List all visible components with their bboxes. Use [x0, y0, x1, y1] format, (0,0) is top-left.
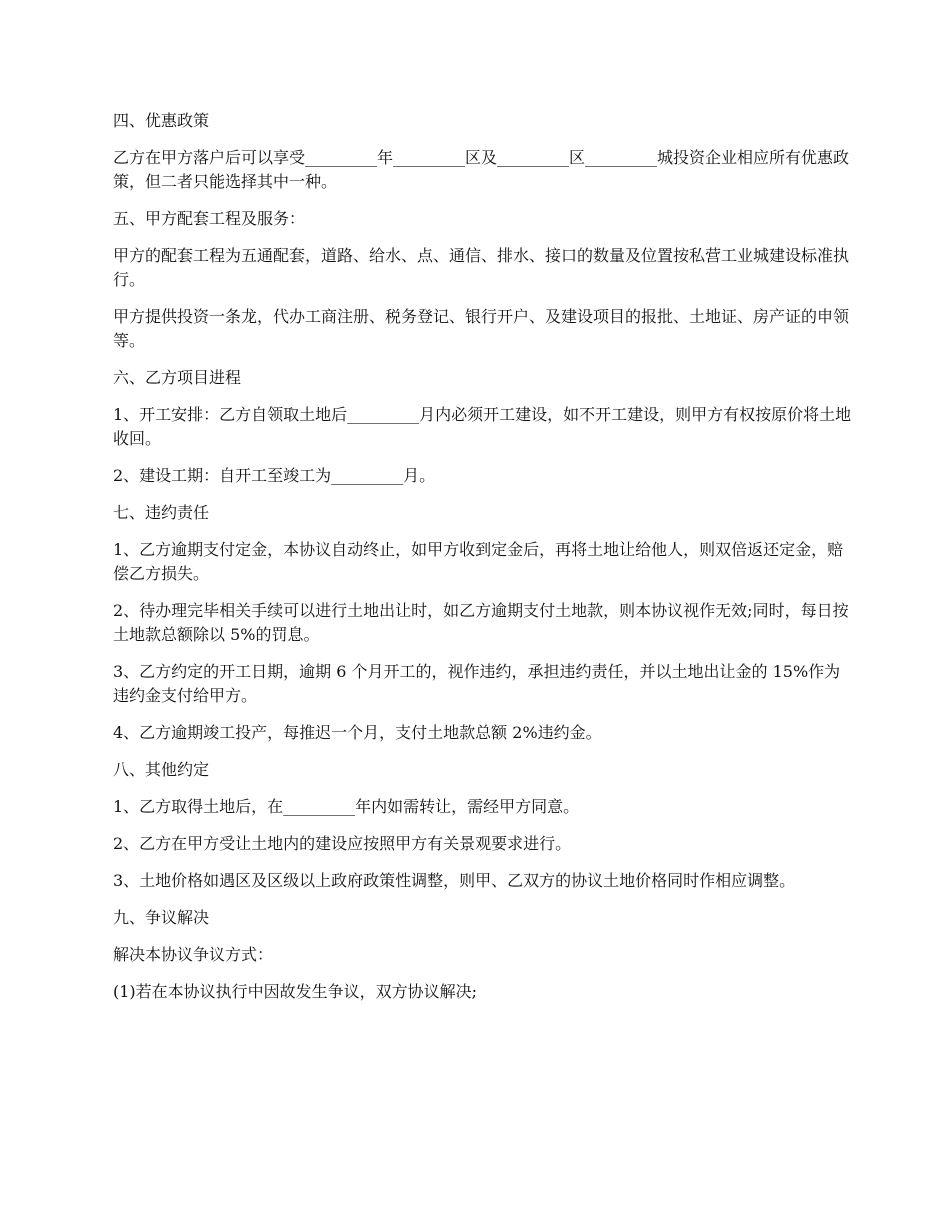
paragraph-landscape-requirements: 2、乙方在甲方受让土地内的建设应按照甲方有关景观要求进行。 [113, 834, 572, 853]
paragraph-breach-completion: 4、乙方逾期竣工投产，每推迟一个月，支付土地款总额 2%违约金。 [113, 723, 602, 742]
document-page [113, 109, 853, 1017]
section-heading-breach-liability: 七、违约责任 [113, 503, 210, 522]
paragraph-price-adjustment: 3、土地价格如遇区及区级以上政府政策性调整，则甲、乙双方的协议土地价格同时作相应调整。 [113, 871, 796, 890]
paragraph-breach-land-payment: 2、待办理完毕相关手续可以进行土地出让时，如乙方逾期支付土地款，则本协议视作无效;同时，每日按土地款总额除以 5%的罚息。 [113, 601, 849, 644]
paragraph-preferential-policy: 乙方在甲方落户后可以享受_________年_________区及_________区_________城投资企业相应所有优惠政策，但二者只能选择其中一种。 [113, 148, 850, 191]
section-heading-preferential-policy: 四、优惠政策 [113, 111, 210, 130]
section-heading-project-progress: 六、乙方项目进程 [113, 368, 242, 387]
paragraph-construction-start: 1、开工安排：乙方自领取土地后_________月内必须开工建设，如不开工建设，则甲方有权按原价将土地收回。 [113, 405, 852, 448]
paragraph-land-transfer: 1、乙方取得土地后，在_________年内如需转让，需经甲方同意。 [113, 797, 580, 816]
paragraph-construction-period: 2、建设工期：自开工至竣工为_________月。 [113, 466, 436, 485]
section-heading-other-agreements: 八、其他约定 [113, 760, 210, 779]
paragraph-dispute-method: 解决本协议争议方式： [113, 945, 274, 964]
paragraph-supporting-works: 甲方的配套工程为五通配套，道路、给水、点、通信、排水、接口的数量及位置按私营工业城建设标准执行。 [113, 246, 850, 289]
paragraph-breach-deposit: 1、乙方逾期支付定金，本协议自动终止，如甲方收到定金后，再将土地让给他人，则双倍返还定金，赔偿乙方损失。 [113, 540, 844, 583]
section-heading-party-a-services: 五、甲方配套工程及服务： [113, 209, 306, 228]
paragraph-one-stop-service: 甲方提供投资一条龙，代办工商注册、税务登记、银行开户、及建设项目的报批、土地证、房产证的申领等。 [113, 307, 850, 350]
paragraph-dispute-negotiation: (1)若在本协议执行中因故发生争议，双方协议解决; [113, 982, 478, 1001]
paragraph-breach-start-date: 3、乙方约定的开工日期，逾期 6 个月开工的，视作违约，承担违约责任，并以土地出让金的 15%作为违约金支付给甲方。 [113, 662, 841, 705]
section-heading-dispute-resolution: 九、争议解决 [113, 908, 210, 927]
